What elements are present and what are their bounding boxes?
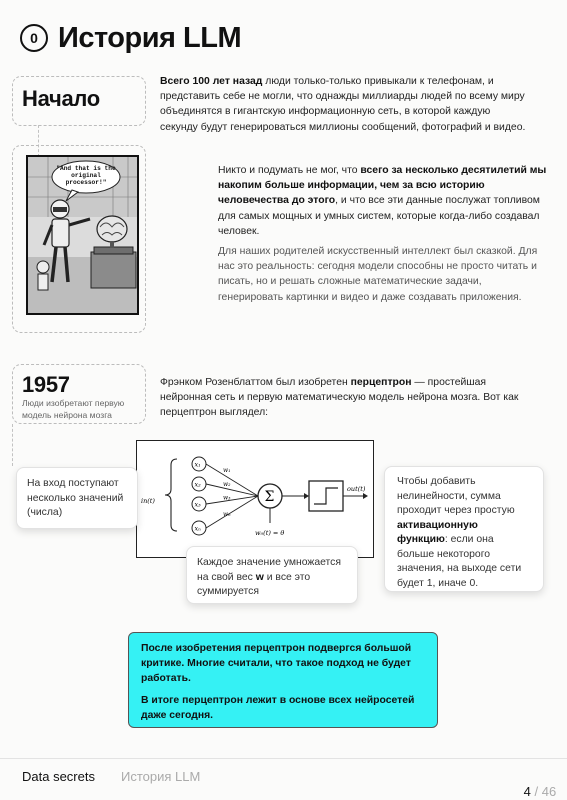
intro-p2-text-a: Никто и подумать не мог, что bbox=[218, 165, 361, 176]
footer bbox=[0, 758, 567, 800]
weight-label: w₃ bbox=[223, 494, 231, 502]
intro-heading: Начало bbox=[22, 86, 100, 111]
weight-edge bbox=[206, 464, 258, 496]
year-heading: 1957 bbox=[22, 372, 70, 397]
page-separator: / bbox=[530, 784, 542, 799]
comic-speech-text: "And that is the original processor!" bbox=[56, 165, 116, 186]
callout-weights-a: Каждое значение умножается на свой вес bbox=[197, 557, 341, 583]
intro-paragraph-2 bbox=[218, 163, 548, 239]
bias-label: w₀(t) = θ bbox=[255, 529, 285, 537]
callout-weights-b: и все это суммируется bbox=[197, 571, 311, 597]
critique-note-p2: В итоге перцептрон лежит в основе всех нейросетей даже сегодня. bbox=[141, 695, 415, 721]
weight-label: w₂ bbox=[223, 480, 231, 488]
footer-brand: Data secrets bbox=[22, 769, 95, 784]
inputs-group bbox=[192, 457, 258, 535]
section-number-badge bbox=[20, 24, 48, 52]
out-label: out(t) bbox=[347, 485, 366, 493]
intro-p1-text: люди только-только привыкали к телефонам, и представить себе не могли, что однажды миллиарды людей по всему миру объединятся в гигантскую информационную сеть, в которой каждую секунду будут генерироваться миллионы сообщений, фотографий и видео. bbox=[160, 76, 526, 133]
callout-weights-bold: w bbox=[255, 571, 264, 583]
weight-edge bbox=[206, 496, 258, 504]
intro-p2-bold: всего за несколько десятилетий мы накопим больше информации, чем за всю историю человечества до этого bbox=[218, 165, 547, 207]
page-title: История LLM bbox=[58, 22, 242, 54]
perceptron-diagram bbox=[136, 440, 374, 558]
in-label: in(t) bbox=[141, 497, 155, 505]
weight-label: wₙ bbox=[223, 510, 231, 518]
intro-paragraph-1 bbox=[160, 74, 530, 135]
callout-inputs: На вход поступают несколько значений (числа) bbox=[16, 467, 138, 529]
critique-note bbox=[128, 632, 438, 728]
perceptron-bold: перцептрон bbox=[350, 377, 412, 388]
perceptron-intro-paragraph bbox=[160, 375, 530, 421]
input-label: x₃ bbox=[194, 500, 201, 509]
intro-paragraph-3: Для наших родителей искусственный интеллект был сказкой. Для нас это реальность: сегодня модели способны не просто читать и писать, но и решать сложные математические задачи, генерировать картинки и видео и даже создавать приложения. bbox=[218, 246, 538, 303]
intro-p1-bold: Всего 100 лет назад bbox=[160, 76, 263, 87]
page-total: 46 bbox=[541, 784, 557, 799]
intro-p2-text-b: , и что все эти данные послужат топливом для самых мощных и умных систем, которые когда-либо создавал человек. bbox=[218, 195, 540, 237]
weight-label: w₁ bbox=[223, 467, 231, 475]
robot-museum-image bbox=[28, 157, 139, 315]
callout-activation bbox=[384, 466, 544, 592]
sum-symbol: Σ bbox=[264, 489, 275, 505]
weight-edge bbox=[206, 484, 258, 496]
perceptron-text-b: — простейшая нейронная сеть и первую математическую модель нейрона мозга. Вот как перцептрон выглядел: bbox=[160, 377, 519, 419]
year-connector bbox=[12, 424, 13, 466]
callout-weights bbox=[186, 546, 358, 604]
weight-edge bbox=[206, 496, 258, 528]
input-label: x₁ bbox=[194, 460, 201, 469]
perceptron-text-a: Фрэнком Розенблаттом был изобретен bbox=[160, 377, 351, 388]
callout-activation-bold: активационную функцию bbox=[397, 519, 478, 545]
year-caption: Люди изобретают первую модель нейрона мозга bbox=[22, 398, 125, 420]
perceptron-schema bbox=[137, 441, 372, 556]
section-number: 0 bbox=[30, 30, 38, 46]
callout-activation-b: : если она больше некоторого значения, на выходе сети будет 1, иначе 0. bbox=[397, 534, 522, 589]
callout-activation-a: Чтобы добавить нелинейности, сумма проходит через простую bbox=[397, 476, 515, 516]
critique-note-p1: После изобретения перцептрон подвергся большой критике. Многие считали, что такое подход не будет работать. bbox=[141, 643, 412, 684]
footer-section: История LLM bbox=[121, 769, 201, 784]
input-label: x₂ bbox=[194, 480, 201, 489]
comic-illustration bbox=[26, 155, 139, 315]
page-number: 4 bbox=[523, 784, 531, 799]
page-counter bbox=[502, 769, 556, 800]
input-label: xₙ bbox=[194, 524, 201, 533]
